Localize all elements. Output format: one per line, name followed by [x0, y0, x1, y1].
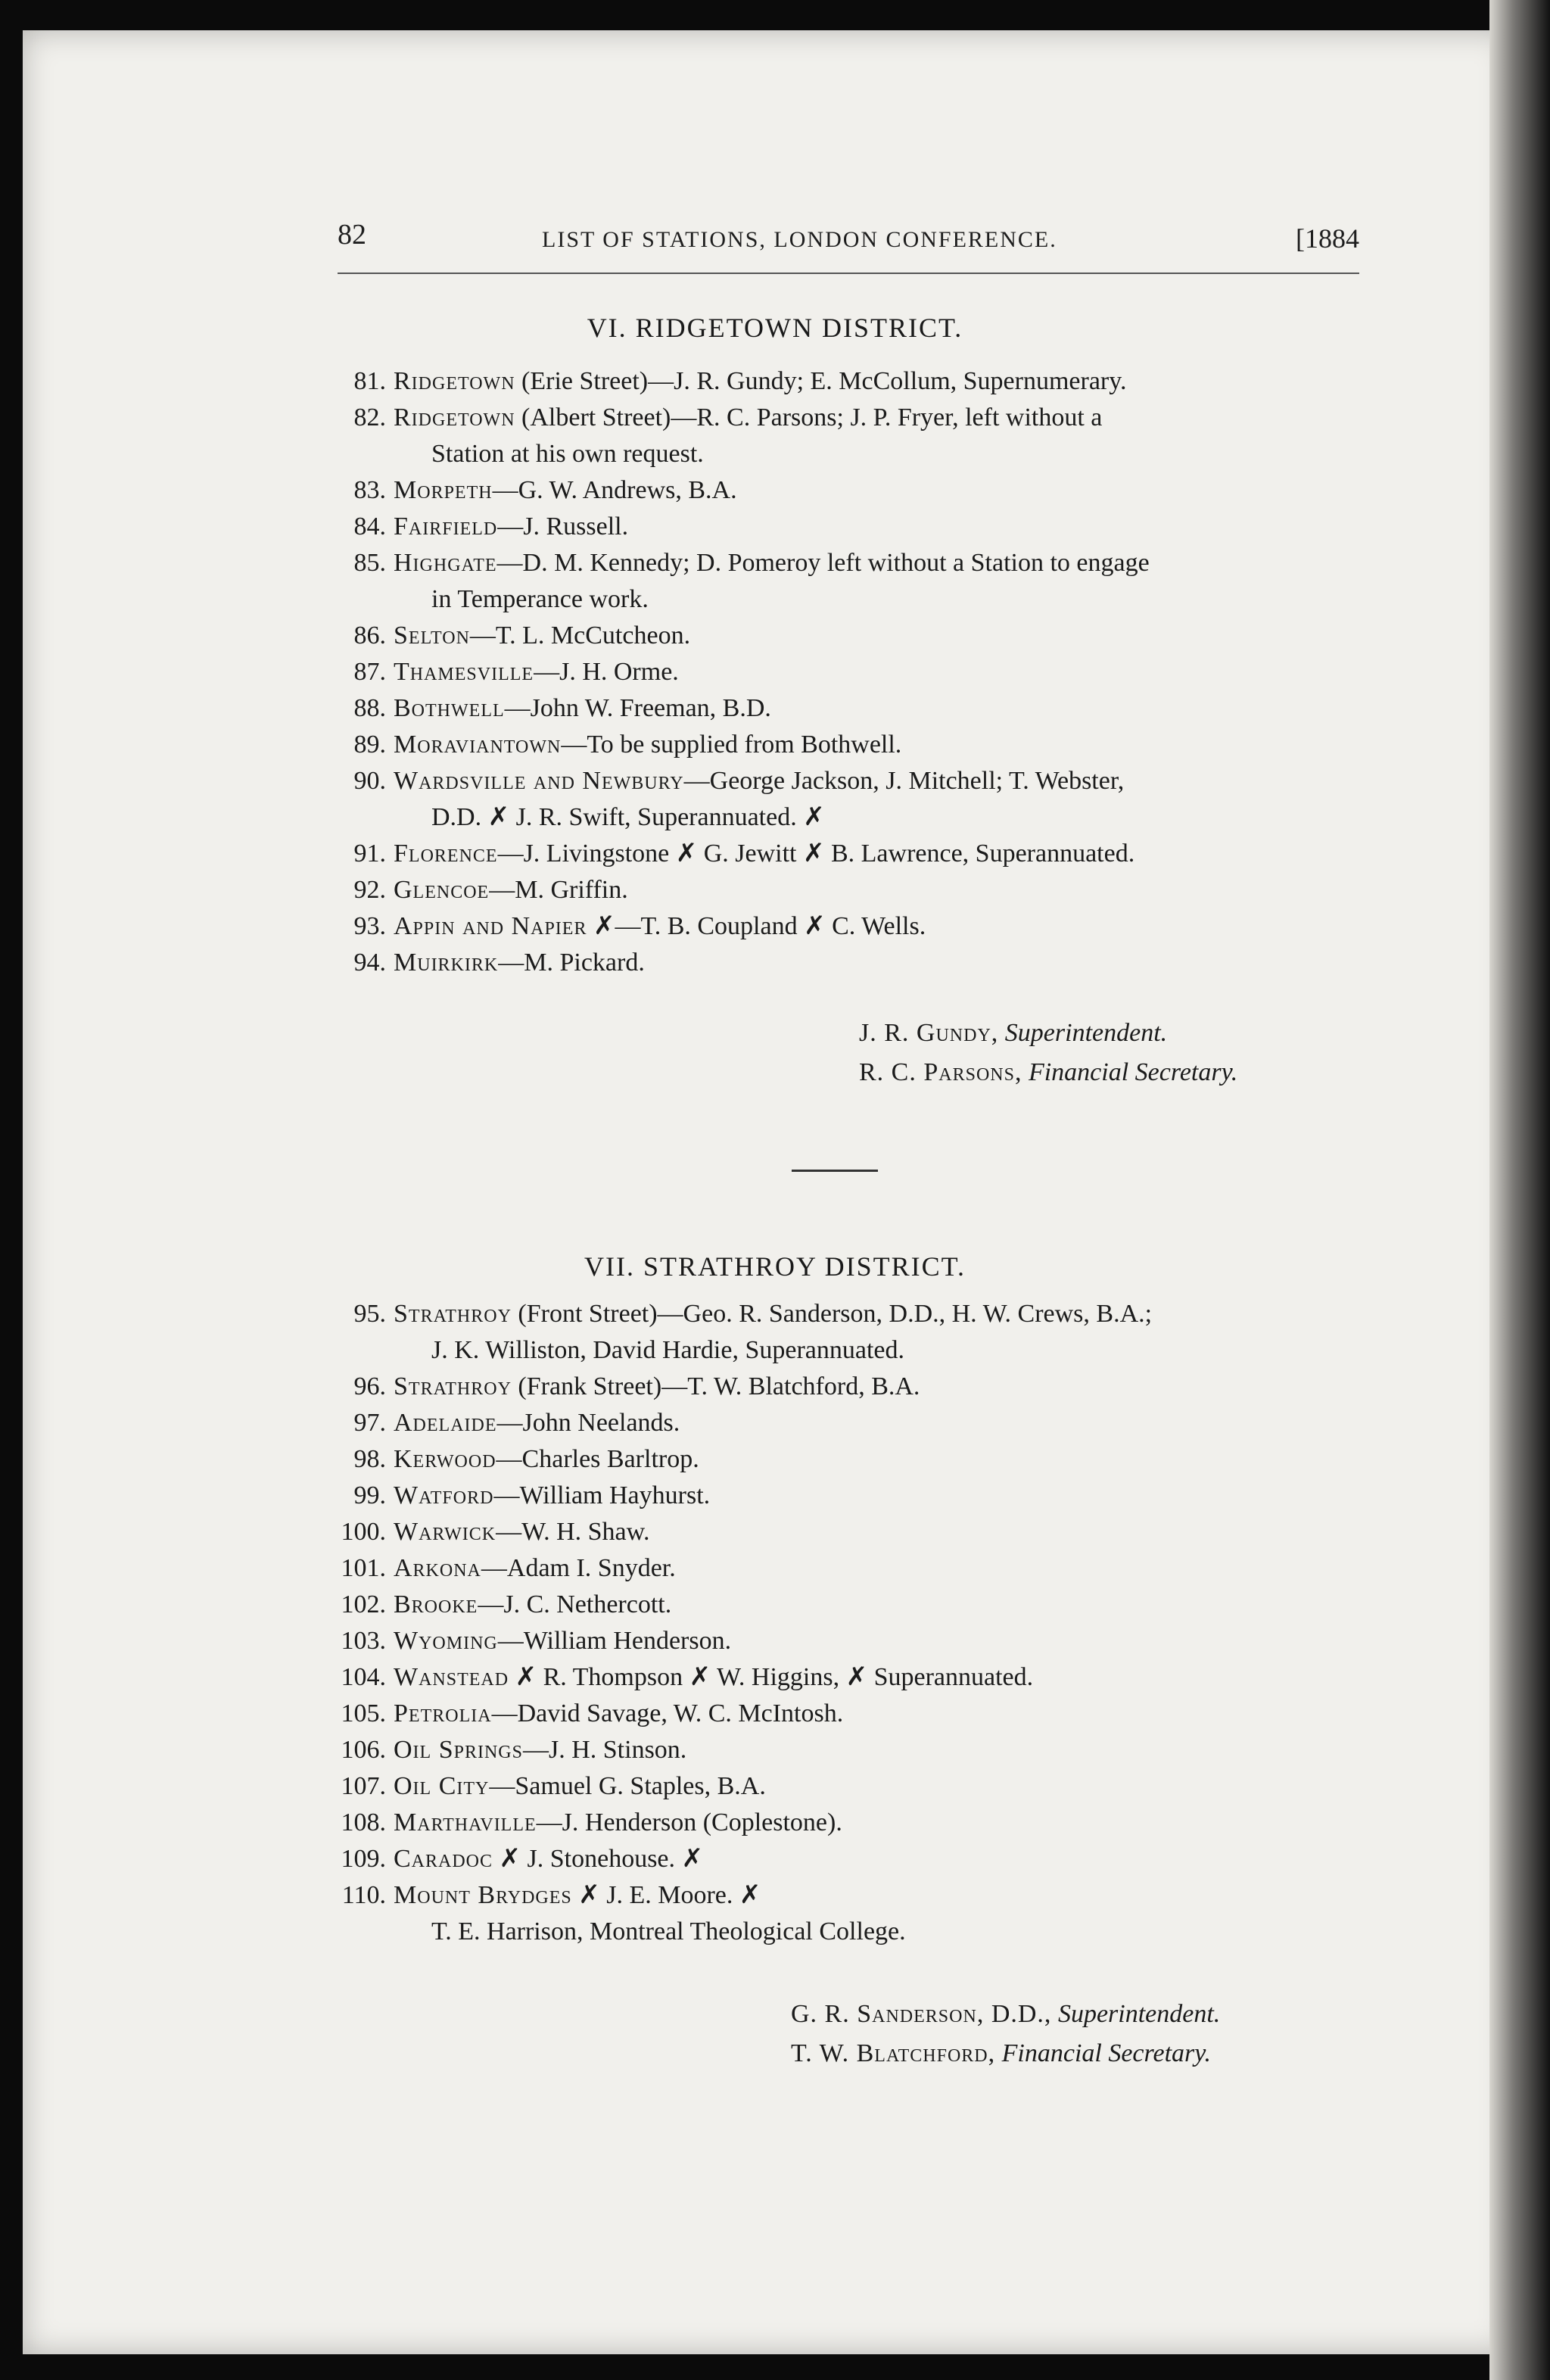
signature-name: J. R. Gundy,	[859, 1019, 999, 1047]
entry-number: 99.	[353, 1481, 386, 1509]
entry-number: 82.	[353, 403, 386, 431]
station-name: Oil Springs	[394, 1736, 523, 1764]
station-appointment: —J. Russell.	[497, 512, 629, 540]
station-entry	[318, 1514, 1370, 1550]
entry-continuation: J. K. Williston, David Hardie, Superannuated.	[431, 1336, 904, 1364]
entry-text	[394, 1550, 1370, 1587]
station-entry	[318, 1441, 1370, 1478]
entry-number: 100.	[341, 1518, 386, 1546]
station-name: Strathroy	[394, 1300, 512, 1328]
entry-text	[394, 363, 1370, 400]
entry-text	[394, 400, 1370, 472]
station-appointment: —Adam I. Snyder.	[481, 1554, 676, 1582]
station-name: Arkona	[394, 1554, 481, 1582]
district-title-strathroy: VII. STRATHROY DISTRICT.	[584, 1251, 966, 1282]
station-name: Marthaville	[394, 1808, 537, 1836]
station-name: Adelaide	[394, 1409, 497, 1437]
station-entry	[318, 1296, 1370, 1369]
station-entry	[318, 1696, 1370, 1732]
station-appointment: ✗ R. Thompson ✗ W. Higgins, ✗ Superannuated.	[509, 1663, 1034, 1691]
strathroy-station-list	[318, 1296, 1370, 1950]
page-title: LIST OF STATIONS, LONDON CONFERENCE.	[542, 227, 1057, 252]
entry-text	[394, 908, 1370, 945]
station-appointment: ✗ J. Stonehouse. ✗	[493, 1845, 704, 1873]
station-appointment: —J. C. Nethercott.	[478, 1590, 672, 1618]
station-entry	[318, 1369, 1370, 1405]
entry-number: 81.	[353, 367, 386, 395]
station-entry	[318, 1877, 1370, 1950]
station-appointment: ✗—T. B. Coupland ✗ C. Wells.	[587, 912, 926, 940]
station-appointment: —J. Henderson (Coplestone).	[536, 1808, 842, 1836]
header-rule	[338, 273, 1359, 274]
entry-number: 109.	[341, 1845, 386, 1873]
station-name: Florence	[394, 840, 498, 868]
station-appointment: —M. Griffin.	[489, 876, 628, 904]
station-entry	[318, 1405, 1370, 1441]
station-name: Warwick	[394, 1518, 496, 1546]
entry-number: 86.	[353, 621, 386, 650]
station-appointment: —J. Livingstone ✗ G. Jewitt ✗ B. Lawrence, Superannuated.	[497, 840, 1135, 868]
entry-number: 97.	[353, 1409, 386, 1437]
entry-text	[394, 1405, 1370, 1441]
entry-number: 85.	[353, 549, 386, 577]
entry-text	[394, 1659, 1370, 1696]
entry-number: 93.	[353, 912, 386, 940]
entry-continuation: in Temperance work.	[431, 585, 649, 613]
signature-role: Financial Secretary.	[1028, 1058, 1238, 1086]
entry-number: 105.	[341, 1699, 386, 1727]
station-entry	[318, 1659, 1370, 1696]
district-title-ridgetown: VI. RIDGETOWN DISTRICT.	[587, 313, 963, 343]
entry-number: 90.	[353, 767, 386, 795]
signature-role: Superintendent.	[1057, 2000, 1221, 2028]
entry-text	[394, 872, 1370, 908]
station-name: Bothwell	[394, 694, 505, 722]
station-entry	[318, 763, 1370, 836]
signature-role: Financial Secretary.	[1001, 2039, 1211, 2067]
station-name: Mount Brydges	[394, 1881, 572, 1909]
entry-text	[394, 654, 1370, 690]
station-appointment: —To be supplied from Bothwell.	[561, 731, 902, 759]
entry-number: 94.	[353, 949, 386, 977]
station-appointment: (Front Street)—Geo. R. Sanderson, D.D., H. W. Crews, B.A.;	[511, 1300, 1153, 1328]
station-appointment: —J. H. Orme.	[534, 658, 679, 686]
ridgetown-signature-2	[859, 1054, 1237, 1092]
entry-number: 98.	[353, 1445, 386, 1473]
signature-name: T. W. Blatchford,	[791, 2039, 996, 2067]
entry-text	[394, 472, 1370, 509]
strathroy-signature-1	[791, 1995, 1220, 2033]
station-entry	[318, 908, 1370, 945]
station-entry	[318, 472, 1370, 509]
station-appointment: —William Henderson.	[497, 1627, 732, 1655]
entry-number: 87.	[353, 658, 386, 686]
entry-continuation: D.D. ✗ J. R. Swift, Superannuated. ✗	[431, 803, 825, 831]
station-entry	[318, 1550, 1370, 1587]
station-appointment: (Albert Street)—R. C. Parsons; J. P. Fryer, left without a	[515, 403, 1103, 431]
station-appointment: (Frank Street)—T. W. Blatchford, B.A.	[511, 1372, 920, 1400]
entry-text	[394, 836, 1370, 872]
entry-number: 84.	[353, 512, 386, 540]
station-name: Thamesville	[394, 658, 534, 686]
signature-name: G. R. Sanderson, D.D.,	[791, 2000, 1052, 2028]
entry-number: 96.	[353, 1372, 386, 1400]
entry-continuation: Station at his own request.	[431, 440, 704, 468]
entry-number: 101.	[341, 1554, 386, 1582]
entry-text	[394, 509, 1370, 545]
station-name: Appin and Napier	[394, 912, 587, 940]
entry-text	[394, 1877, 1370, 1950]
station-name: Selton	[394, 621, 470, 650]
station-appointment: —John W. Freeman, B.D.	[504, 694, 771, 722]
strathroy-signature-2	[791, 2035, 1211, 2073]
station-name: Ridgetown	[394, 367, 515, 395]
station-entry	[318, 690, 1370, 727]
running-head	[338, 218, 1359, 263]
entry-text	[394, 618, 1370, 654]
station-entry	[318, 945, 1370, 981]
station-appointment: (Erie Street)—J. R. Gundy; E. McCollum, Supernumerary.	[515, 367, 1127, 395]
station-name: Highgate	[394, 549, 497, 577]
entry-text	[394, 1768, 1370, 1805]
entry-number: 95.	[353, 1300, 386, 1328]
page-number: 82	[338, 219, 366, 251]
station-entry	[318, 836, 1370, 872]
station-appointment: —David Savage, W. C. McIntosh.	[491, 1699, 844, 1727]
station-appointment: —Samuel G. Staples, B.A.	[489, 1772, 766, 1800]
entry-text	[394, 1296, 1370, 1369]
section-divider	[792, 1170, 878, 1172]
station-entry	[318, 1732, 1370, 1768]
station-appointment: —D. M. Kennedy; D. Pomeroy left without a Station to engage	[496, 549, 1150, 577]
station-name: Fairfield	[394, 512, 498, 540]
station-name: Oil City	[394, 1772, 490, 1800]
station-entry	[318, 545, 1370, 618]
entry-text	[394, 1732, 1370, 1768]
station-name: Wyoming	[394, 1627, 498, 1655]
station-entry	[318, 1805, 1370, 1841]
station-entry	[318, 509, 1370, 545]
entry-number: 110.	[341, 1881, 386, 1909]
entry-text	[394, 1478, 1370, 1514]
entry-number: 91.	[353, 840, 386, 868]
station-appointment: ✗ J. E. Moore. ✗	[571, 1881, 761, 1909]
entry-number: 83.	[353, 476, 386, 504]
station-appointment: —M. Pickard.	[498, 949, 645, 977]
ridgetown-station-list	[318, 363, 1370, 981]
entry-text	[394, 1587, 1370, 1623]
signature-role: Superintendent.	[1004, 1019, 1168, 1047]
station-entry	[318, 1478, 1370, 1514]
entry-text	[394, 1696, 1370, 1732]
entry-text	[394, 1623, 1370, 1659]
station-name: Brooke	[394, 1590, 478, 1618]
page-year: [1884	[1296, 223, 1359, 254]
station-appointment: —J. H. Stinson.	[522, 1736, 687, 1764]
station-name: Strathroy	[394, 1372, 512, 1400]
entry-number: 108.	[341, 1808, 386, 1836]
station-name: Morpeth	[394, 476, 493, 504]
station-appointment: —John Neelands.	[496, 1409, 680, 1437]
entry-text	[394, 545, 1370, 618]
entry-number: 89.	[353, 731, 386, 759]
station-name: Caradoc	[394, 1845, 493, 1873]
station-entry	[318, 400, 1370, 472]
station-entry	[318, 1587, 1370, 1623]
entry-text	[394, 727, 1370, 763]
signature-name: R. C. Parsons,	[859, 1058, 1022, 1086]
entry-text	[394, 763, 1370, 836]
entry-number: 88.	[353, 694, 386, 722]
ridgetown-signature-1	[859, 1014, 1167, 1052]
station-name: Ridgetown	[394, 403, 515, 431]
station-entry	[318, 727, 1370, 763]
station-entry	[318, 363, 1370, 400]
entry-text	[394, 1514, 1370, 1550]
station-appointment: —T. L. McCutcheon.	[469, 621, 691, 650]
station-appointment: —W. H. Shaw.	[496, 1518, 650, 1546]
station-appointment: —William Hayhurst.	[493, 1481, 711, 1509]
entry-text	[394, 1441, 1370, 1478]
book-spine	[1489, 0, 1550, 2380]
entry-text	[394, 1805, 1370, 1841]
station-name: Wanstead	[394, 1663, 509, 1691]
entry-number: 106.	[341, 1736, 386, 1764]
station-appointment: —Charles Barltrop.	[496, 1445, 699, 1473]
station-name: Glencoe	[394, 876, 490, 904]
entry-text	[394, 690, 1370, 727]
entry-continuation: T. E. Harrison, Montreal Theological College.	[431, 1917, 906, 1945]
entry-number: 102.	[341, 1590, 386, 1618]
entry-text	[394, 1369, 1370, 1405]
station-name: Wardsville and Newbury	[394, 767, 684, 795]
entry-number: 103.	[341, 1627, 386, 1655]
station-entry	[318, 618, 1370, 654]
entry-number: 104.	[341, 1663, 386, 1691]
station-entry	[318, 1623, 1370, 1659]
entry-number: 107.	[341, 1772, 386, 1800]
station-entry	[318, 654, 1370, 690]
entry-number: 92.	[353, 876, 386, 904]
station-name: Watford	[394, 1481, 494, 1509]
entry-text	[394, 1841, 1370, 1877]
station-name: Muirkirk	[394, 949, 499, 977]
station-name: Petrolia	[394, 1699, 492, 1727]
station-appointment: —George Jackson, J. Mitchell; T. Webster,	[683, 767, 1125, 795]
station-entry	[318, 1768, 1370, 1805]
station-name: Moraviantown	[394, 731, 562, 759]
entry-text	[394, 945, 1370, 981]
station-entry	[318, 1841, 1370, 1877]
station-entry	[318, 872, 1370, 908]
station-name: Kerwood	[394, 1445, 496, 1473]
station-appointment: —G. W. Andrews, B.A.	[492, 476, 737, 504]
